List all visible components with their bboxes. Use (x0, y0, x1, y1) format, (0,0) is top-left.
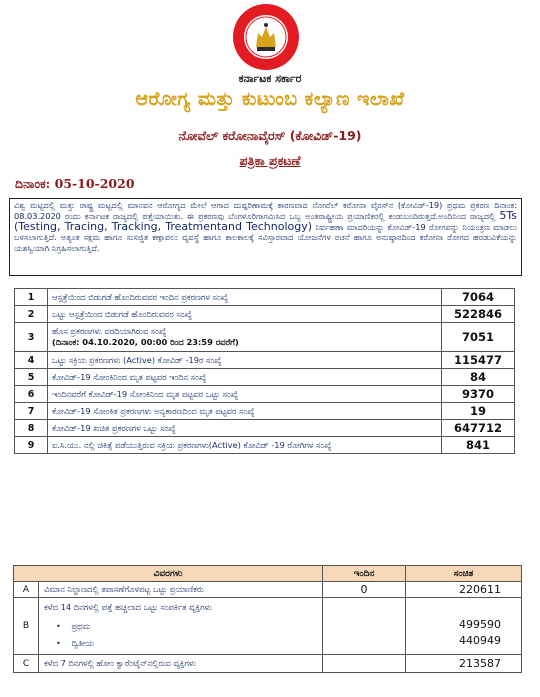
row-value: 9370 (442, 386, 515, 403)
row-key: A (14, 582, 39, 598)
row-key: C (14, 655, 39, 673)
row-label: ಕೋವಿಡ್-19 ಖಚಿತ ಪ್ರಕರಣಗಳ ಒಟ್ಟು ಸಂಖ್ಯೆ (48, 420, 442, 437)
covid-stats-table (14, 288, 515, 454)
row-number: 1 (15, 289, 48, 306)
subject-title: ನೋವೆಲ್ ಕರೋನಾವೈರಸ್ (ಕೋವಿಡ್-19) (178, 128, 362, 143)
header-details: ವಿವರಗಳು (14, 566, 323, 582)
row-cumulative-cell (406, 598, 522, 655)
government-seal-logo (232, 3, 300, 71)
row-label: ಒಟ್ಟು ಸಕ್ರಿಯ ಪ್ರಕರಣಗಳು (Active) ಕೋವಿಡ್ -19ರ ಸಂಖ್ಯೆ (48, 352, 442, 369)
table-row (15, 369, 515, 386)
table-row (15, 420, 515, 437)
table-row (15, 352, 515, 369)
row-label: ಹೊಸ ಪ್ರಕರಣಗಳು ವರದಿಯಾಗಿರುವ ಸಂಖ್ಯೆ (52, 326, 167, 336)
row-today-value (323, 655, 406, 673)
row-label: ಕಳೆದ 7 ದಿನಗಳಲ್ಲಿ ಹೋಂ ಕ್ವಾರೆಂಟೈನ್‌ನಲ್ಲಿರುವ ವ್ಯಕ್ತಿಗಳು (39, 655, 323, 673)
row-today-value: 0 (323, 582, 406, 598)
row-label: ಆಸ್ಪತ್ರೆಯಿಂದ ಬಿಡುಗಡೆ ಹೊಂದಿರುವವರ ಇಂದಿನ ಪ್ರಕರಣಗಳ ಸಂಖ್ಯೆ (48, 289, 442, 306)
row-number: 6 (15, 386, 48, 403)
table-row (14, 655, 522, 673)
department-name: ಆರೋಗ್ಯ ಮತ್ತು ಕುಟುಂಬ ಕಲ್ಯಾಣ ಇಲಾಖೆ (135, 88, 405, 110)
secondary-contacts-label: • ದ್ವಿತೀಯ (56, 638, 94, 648)
header-today: ಇಂದಿನ (323, 566, 406, 582)
table-row (14, 598, 522, 655)
row-value: 7064 (442, 289, 515, 306)
primary-contacts-value: 499590 (459, 618, 501, 631)
primary-contacts-label: • ಪ್ರಥಮ (56, 621, 91, 631)
row-number: 7 (15, 403, 48, 420)
government-name: ಕರ್ನಾಟಕ ಸರ್ಕಾರ (238, 72, 302, 85)
row-label: ಕೋವಿಡ್-19 ಸೋಂಕಿನಿಂದ ಮೃತ ಪಟ್ಟವರ ಇಂದಿನ ಸಂಖ್ಯೆ (48, 369, 442, 386)
row-label: ಐ.ಸಿ.ಯು. ನಲ್ಲಿ ಚಿಕಿತ್ಸೆ ಪಡೆಯುತ್ತಿರುವ ಸಕ್ರಿಯ ಪ್ರಕರಣಗಳು(Active) ಕೋವಿಡ್ -19 ರೋಗಿಗಳ ಸಂಖ್ಯೆ (48, 437, 442, 454)
row-label: ಕಳೆದ 14 ದಿನಗಳಲ್ಲಿ ಪತ್ತೆ ಹಚ್ಚಲಾದ ಒಟ್ಟು ಸಂಪರ್ಕಿತ ವ್ಯಕ್ತಿಗಳು (44, 602, 212, 612)
row-number: 8 (15, 420, 48, 437)
row-label: ವಿಮಾನ ನಿಲ್ದಾಣದಲ್ಲಿ ತಪಾಸಣೆಗೊಳಪಟ್ಟ ಒಟ್ಟು ಪ್ರಯಾಣಿಕರು (39, 582, 323, 598)
row-number: 3 (15, 323, 48, 352)
table-row (15, 437, 515, 454)
row-value: 115477 (442, 352, 515, 369)
row-label: ಒಟ್ಟು ಆಸ್ಪತ್ರೆಯಿಂದ ಬಿಡುಗಡೆ ಹೊಂದಿರುವವರ ಸಂಖ್ಯೆ (48, 306, 442, 323)
secondary-contacts-value: 440949 (459, 634, 501, 647)
intro-paragraph (9, 198, 522, 276)
row-label-cell (39, 598, 323, 655)
row-cumulative-value: 220611 (406, 582, 522, 598)
table-row (14, 582, 522, 598)
intro-text-after: ನಿರ್ವಹಣಾ ಮಾದರಿಯನ್ನು ಕೋವಿಡ್-19 ರೋಗವನ್ನು ನಿಯಂತ್ರಣ ಮಾಡಲು ಬಳಸಲಾಗುತ್ತಿದೆ. ಅತ್ಯಂತ ಸಕ್ಷಮ ಹಾಗೂ ಸುಸಜ್ಜಿತ ಕಣ್ಗಾವಲು ವ್ಯವಸ್ಥೆ ಹಾಗೂ ಕಾಲಕಾಲಕ್ಕೆ ಸವಿಸ್ತಾರವಾದ ಯೋಜನೆಗಳ ರಚನೆ ಹಾಗೂ ಅನುಷ್ಠಾನದಿಂದ ಕರೋನಾ ರೋಗದ ಹರಡುವಿಕೆಯನ್ನು ಯಶಸ್ವಿಯಾಗಿ ನಿಗ್ರಹಿಸಲಾಗುತ್ತಿದೆ. (14, 221, 517, 254)
table-row (15, 306, 515, 323)
row-value: 841 (442, 437, 515, 454)
row-today-value (323, 598, 406, 655)
table-header-row (14, 566, 522, 582)
table-row (15, 323, 515, 352)
table-row (15, 289, 515, 306)
row-number: 2 (15, 306, 48, 323)
table-row (15, 403, 515, 420)
row-value: 647712 (442, 420, 515, 437)
row-value: 84 (442, 369, 515, 386)
bulletin-date: ದಿನಾಂಕ: 05-10-2020 (15, 176, 135, 191)
document-type-title: ಪತ್ರಿಕಾ ಪ್ರಕಟಣೆ (239, 153, 301, 168)
header-cumulative: ಸಂಚಿತ (406, 566, 522, 582)
row-label-cell (48, 323, 442, 352)
row-number: 5 (15, 369, 48, 386)
row-number: 4 (15, 352, 48, 369)
row-label: ಕೋವಿಡ್-19 ಸೋಂಕಿತ ಪ್ರಕರಣಗಳು ಅನ್ಯಕಾರಣದಿಂದ ಮೃತ ಪಟ್ಟವರ ಸಂಖ್ಯೆ (48, 403, 442, 420)
intro-5ts-text: 5Ts (Testing, Tracing, Tracking, Treatmentand Technology) (14, 208, 517, 233)
row-sublabel: (ದಿನಾಂಕ: 04.10.2020, 00:00 ರಿಂದ 23:59 ರವರೆಗೆ) (52, 337, 239, 347)
row-label: ಇಂದಿನವರೆಗೆ ಕೋವಿಡ್-19 ಸೋಂಕಿನಿಂದ ಮೃತ ಪಟ್ಟವರ ಒಟ್ಟು ಸಂಖ್ಯೆ (48, 386, 442, 403)
intro-text-before: ವಿಶ್ವ ಮಟ್ಟದಲ್ಲಿ ಮತ್ತು ರಾಷ್ಟ್ರ ಮಟ್ಟದಲ್ಲಿ ಮಾನವನ ಆರೋಗ್ಯದ ಮೇಲೆ ಆಗಾದ ದುಷ್ಪರಿಣಾಮಕ್ಕೆ ಕಾರಣವಾದ ನೋವೆಲ್ ಕರೋನಾ ವೈರಸ್‌ನ (ಕೋವಿಡ್-19) ಪ್ರಥಮ ಪ್ರಕರಣ ದಿನಾಂಕ: 08.03.2020 ರಂದು ಕರ್ನಾಟಕ ರಾಜ್ಯದಲ್ಲಿ ಪತ್ತೆಯಾಯಿತು. ಈ ಪ್ರಕರಣವು ಬೆಂಗಳೂರಿಗಾಗಮಿಸಿದ ಒಬ್ಬ ಅಂತರಾಷ್ಟ್ರೀಯ ಪ್ರಯಾಣಿಕರಲ್ಲಿ ಕಂಡುಬಂದಿರುತ್ತದೆ.ಅಂದಿನಿಂದ ರಾಜ್ಯದಲ್ಲಿ (14, 200, 517, 221)
travel-contacts-table (13, 565, 522, 673)
row-value: 7051 (442, 323, 515, 352)
row-value: 19 (442, 403, 515, 420)
row-key: B (14, 598, 39, 655)
row-cumulative-value: 213587 (406, 655, 522, 673)
row-number: 9 (15, 437, 48, 454)
table-row (15, 386, 515, 403)
row-value: 522846 (442, 306, 515, 323)
